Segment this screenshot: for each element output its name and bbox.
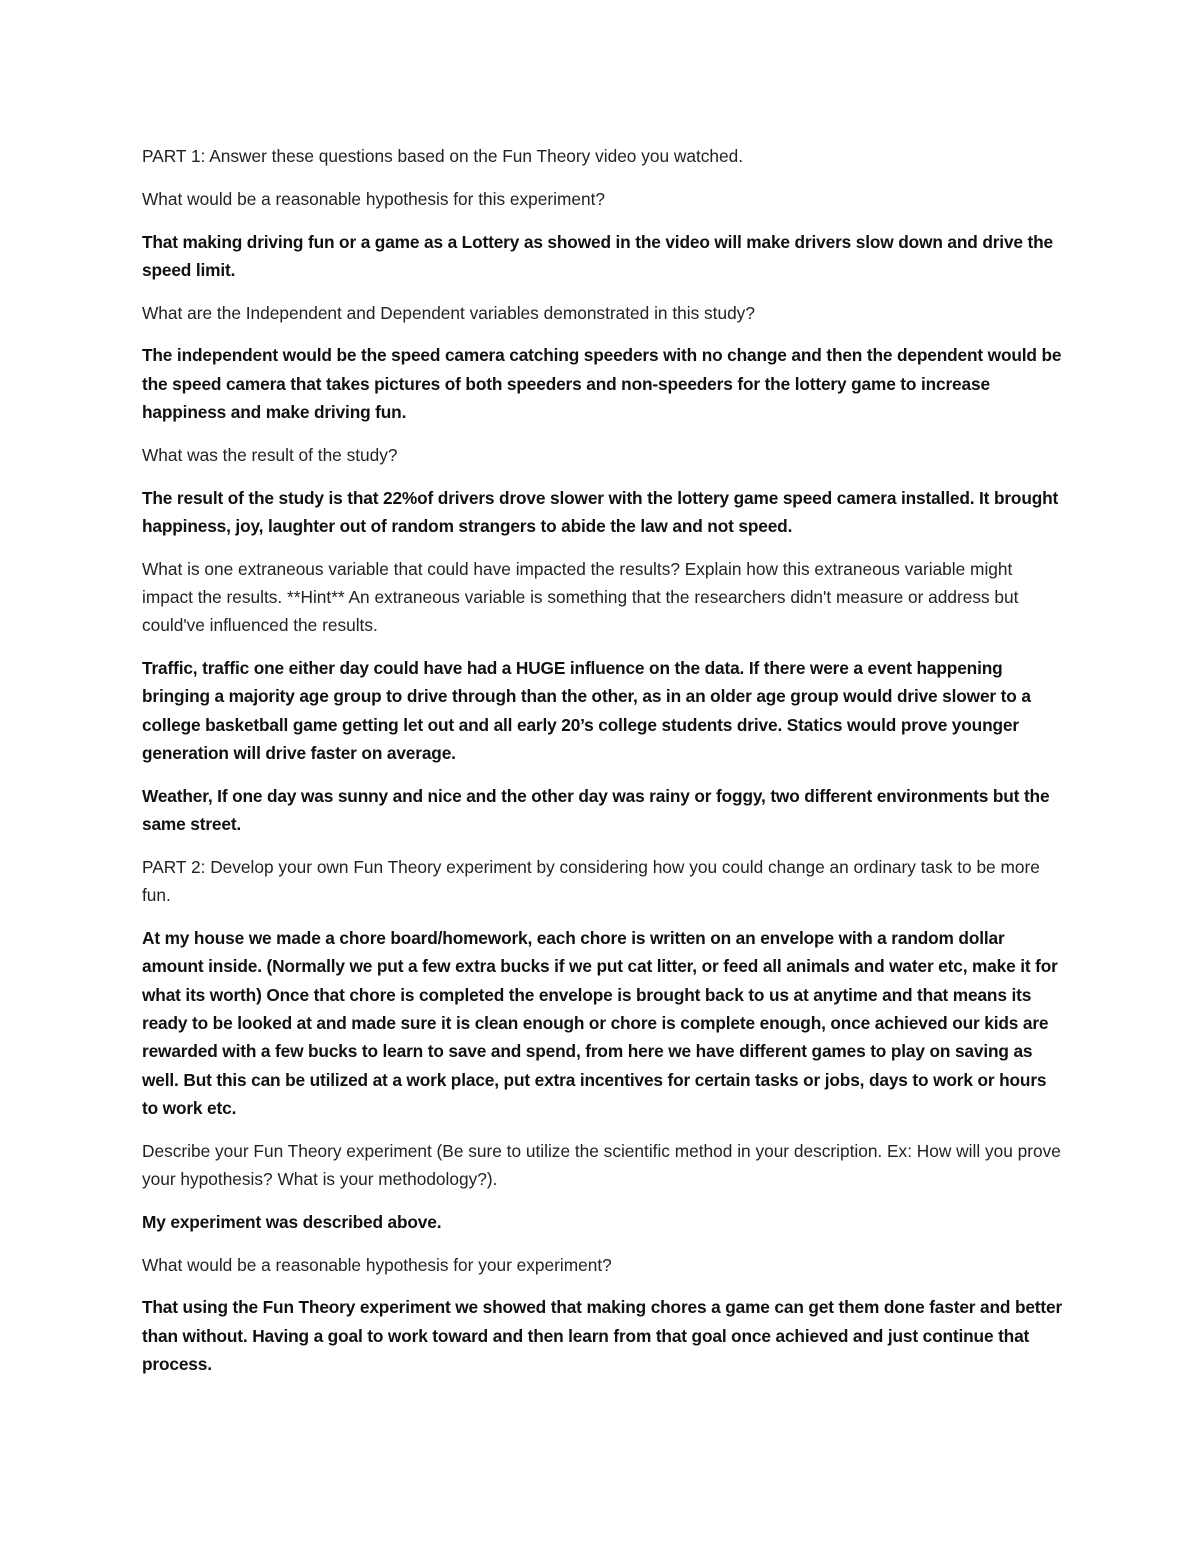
answer-result: The result of the study is that 22%of drivers drove slower with the lottery game speed camera installed. It brought happiness, joy, laughter out of random strangers to abide the law and not speed. [142, 487, 1059, 536]
question-describe-experiment: Describe your Fun Theory experiment (Be sure to utilize the scientific method in your description. Ex: How will you prove your hypothesis? What is your methodology?). [142, 1140, 1061, 1189]
answer-extraneous-traffic: Traffic, traffic one either day could have had a HUGE influence on the data. If there were a event happening bringing a majority age group to drive through than the other, as in an older age group would drive slower to a college basketball game getting let out and all early 20’s college students drive. Statics would prove younger generation will drive faster on average. [142, 658, 1031, 764]
question-extraneous-variable: What is one extraneous variable that could have impacted the results? Explain how this extraneous variable might impact the results. **Hint** An extraneous variable is something that the researchers didn't measure or address but could've influenced the results. [142, 558, 1019, 636]
answer-describe-experiment: My experiment was described above. [142, 1211, 442, 1232]
question-result: What was the result of the study? [142, 444, 398, 465]
document-body [142, 142, 1067, 1393]
answer-hypothesis: That making driving fun or a game as a Lottery as showed in the video will make drivers slow down and drive the speed limit. [142, 231, 1053, 280]
part2-instruction: PART 2: Develop your own Fun Theory experiment by considering how you could change an ordinary task to be more fun. [142, 856, 1040, 906]
answer-extraneous-weather: Weather, If one day was sunny and nice and the other day was rainy or foggy, two different environments but the same street. [142, 785, 1050, 835]
part1-instruction: PART 1: Answer these questions based on the Fun Theory video you watched. [142, 146, 744, 166]
answer-own-hypothesis: That using the Fun Theory experiment we showed that making chores a game can get them done faster and better than without. Having a goal to work toward and then learn from that goal once achieved and just continue that process. [142, 1297, 1063, 1374]
question-hypothesis: What would be a reasonable hypothesis for this experiment? [142, 188, 606, 209]
answer-own-experiment: At my house we made a chore board/homework, each chore is written on an envelope with a random dollar amount inside. (Normally we put a few extra bucks if we put cat litter, or feed all animals and water etc, make it for what its worth) Once that chore is completed the envelope is brought back to us at anytime and that means its ready to be looked at and made sure it is clean enough or chore is complete enough, once achieved our kids are rewarded with a few bucks to learn to save and spend, from here we have different games to play on saving as well. But this can be utilized at a work place, put extra incentives for certain tasks or jobs, days to work or hours to work etc. [142, 928, 1058, 1118]
question-own-hypothesis: What would be a reasonable hypothesis for your experiment? [142, 1254, 612, 1275]
question-variables: What are the Independent and Dependent variables demonstrated in this study? [142, 302, 755, 323]
answer-variables: The independent would be the speed camera catching speeders with no change and then the dependent would be the speed camera that takes pictures of both speeders and non-speeders for the lottery game to increase happiness and make driving fun. [142, 345, 1062, 423]
